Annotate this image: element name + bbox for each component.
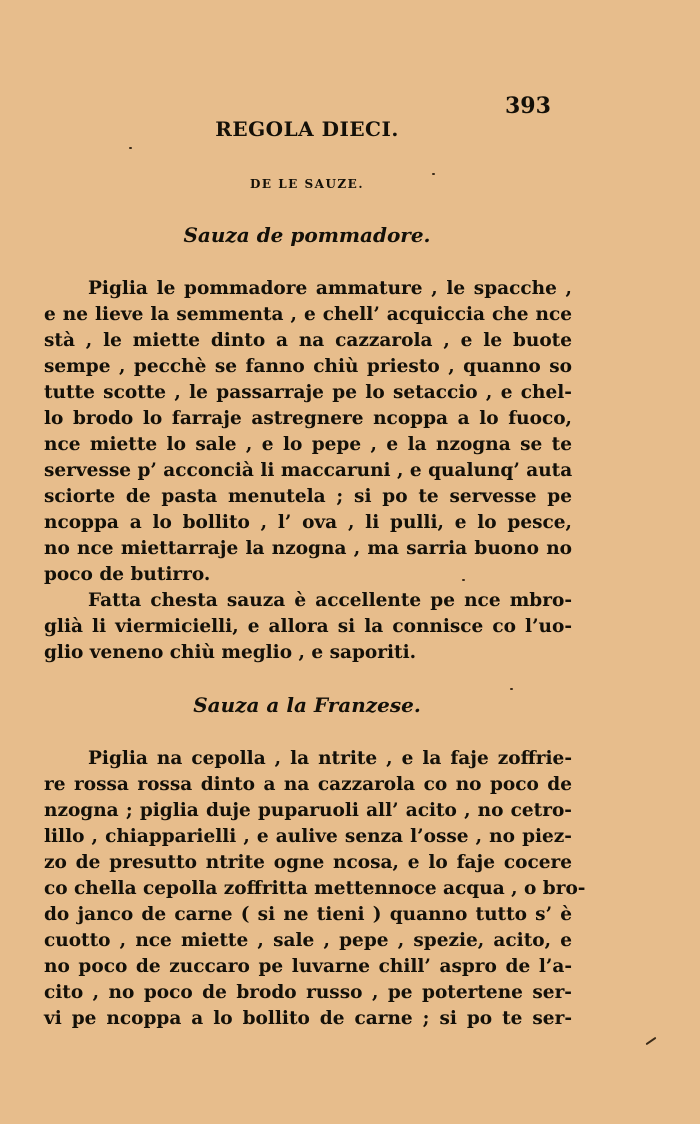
text-line: do janco de carne ( si ne tieni ) quanno tutto s’ è: [44, 904, 572, 925]
section-title: DE LE SAUZE.: [249, 177, 365, 191]
text-line: cuotto , nce miette , sale , pepe , spezie, acito, e: [44, 930, 572, 951]
recipe-heading-tomato-sauce: Sauza de pommadore.: [183, 223, 431, 247]
text-line: sempe , pecchè se fanno chiù priesto , quanno so: [44, 356, 572, 377]
text-line: cito , no poco de brodo russo , pe potertene ser-: [44, 982, 572, 1003]
text-line: tutte scotte , le passarraje pe lo setaccio , e chel-: [44, 382, 572, 403]
recipe-text-french-sauce: [44, 746, 586, 1032]
text-line: re rossa rossa dinto a na cazzarola co no poco de: [44, 774, 572, 795]
page-number: 393: [505, 93, 551, 119]
text-line: Piglia le pommadore ammature , le spacche ,: [88, 278, 572, 299]
text-line: nce miette lo sale , e lo pepe , e la nzogna se te: [44, 434, 572, 455]
print-speck: [129, 147, 132, 149]
text-line: glio veneno chiù meglio , e saporiti.: [44, 642, 417, 663]
text-line: Fatta chesta sauza è accellente pe nce mbro-: [88, 590, 572, 611]
recipe-text-tomato-sauce: [44, 276, 572, 666]
text-line: poco de butirro.: [44, 564, 211, 585]
text-line: nzogna ; piglia duje puparuoli all’ acito , no cetro-: [44, 800, 572, 821]
text-line: sciorte de pasta menutela ; si po te servesse pe: [44, 486, 572, 507]
text-line: no poco de zuccaro pe luvarne chill’ aspro de l’a-: [44, 956, 572, 977]
text-line: vi pe ncoppa a lo bollito de carne ; si po te ser-: [44, 1008, 572, 1029]
text-line: no nce miettarraje la nzogna , ma sarria buono no: [44, 538, 572, 559]
print-speck: [510, 688, 513, 690]
print-speck: [432, 173, 435, 175]
text-line: stà , le miette dinto a na cazzarola , e le buote: [44, 330, 572, 351]
recipe-heading-french-sauce: Sauza a la Franzese.: [193, 693, 421, 717]
print-speck: [462, 579, 465, 581]
chapter-title: REGOLA DIECI.: [215, 117, 399, 141]
text-line: lillo , chiapparielli , e aulive senza l’osse , no piez-: [44, 826, 572, 847]
text-line: glià li viermicielli, e allora si la connisce co l’uo-: [44, 616, 572, 637]
text-line: Piglia na cepolla , la ntrite , e la faje zoffrie-: [88, 748, 572, 769]
text-line: lo brodo lo farraje astregnere ncoppa a lo fuoco,: [44, 408, 572, 429]
text-line: e ne lieve la semmenta , e chell’ acquiccia che nce: [44, 304, 572, 325]
text-line: co chella cepolla zoffritta mettennoce acqua , o bro-: [44, 878, 586, 899]
print-speck: [646, 1037, 657, 1046]
text-line: servesse p’ acconcià li maccaruni , e qualunq’ auta: [44, 460, 573, 481]
text-line: ncoppa a lo bollito , l’ ova , li pulli, e lo pesce,: [44, 512, 572, 533]
text-line: zo de presutto ntrite ogne ncosa, e lo faje cocere: [44, 852, 572, 873]
